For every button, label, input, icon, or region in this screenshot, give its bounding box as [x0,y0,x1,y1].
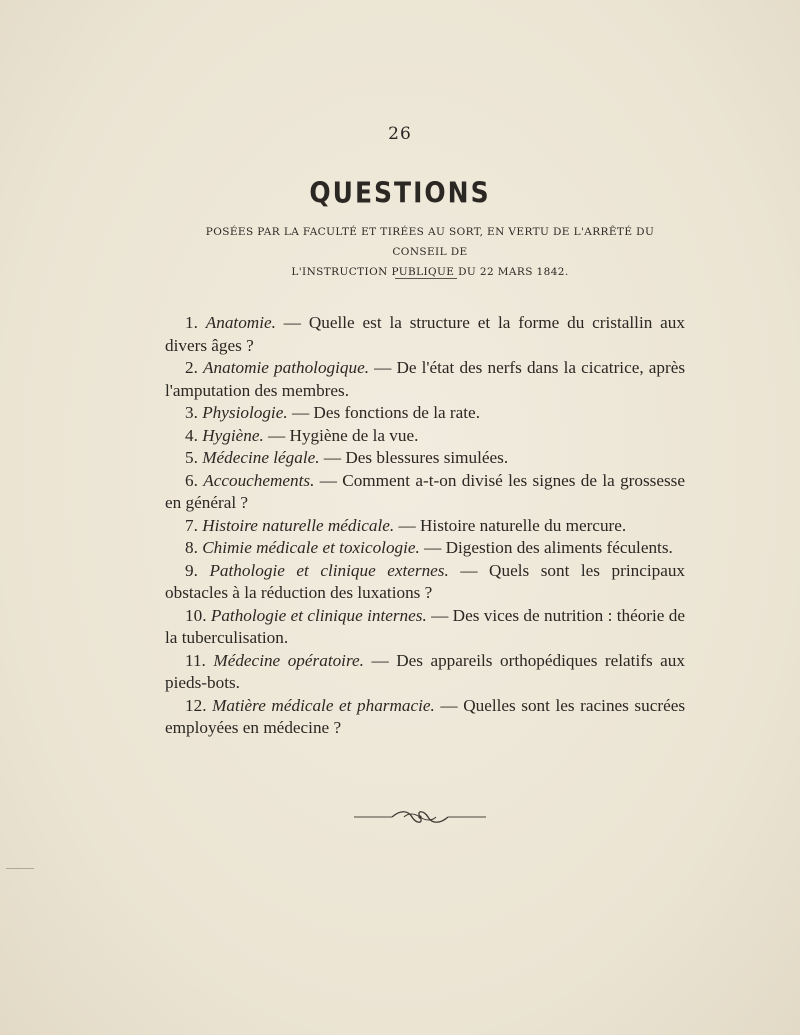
question-number: 5. [185,448,198,467]
ornament-divider [352,808,488,826]
question-number: 11. [185,650,206,670]
question-number: 10. [185,605,207,625]
question-item [165,312,685,357]
question-number: 3. [185,403,198,422]
question-item [165,470,685,515]
question-number: 9. [185,560,198,580]
question-subject: Médecine légale. [202,448,320,467]
question-text: — Des appareils orthopédiques relatifs aux pieds-bots. [165,650,685,692]
question-text: — Quels sont les principaux obstacles à la réduction des luxations ? [165,560,686,602]
question-subject: Pathologie et clinique externes. [209,560,449,580]
question-item [165,402,685,425]
page-subtitle [180,222,680,282]
question-item [165,425,685,448]
question-item [165,537,685,560]
question-text: — Histoire naturelle du mercure. [394,515,627,535]
question-subject: Anatomie. [205,313,276,332]
question-item [165,447,685,470]
question-text: — Digestion des aliments féculents. [419,538,673,557]
question-number: 12. [185,695,207,715]
subtitle-line-2: L'INSTRUCTION PUBLIQUE DU 22 MARS 1842. [291,266,569,278]
question-item [165,605,685,650]
question-text: — Hygiène de la vue. [263,425,419,445]
question-text: — Comment a-t-on divisé les signes de la grossesse en général ? [165,470,686,512]
question-item [165,560,685,605]
question-text: — Quelle est la structure et la forme du cristallin aux divers âges ? [165,313,685,355]
page-title: QUESTIONS [309,175,491,210]
question-item [165,695,685,740]
question-subject: Matière médicale et pharmacie. [212,695,435,715]
question-subject: Hygiène. [202,425,264,445]
question-text: — Des blessures simulées. [319,448,509,467]
page-number: 26 [388,124,412,144]
question-item [165,515,685,538]
question-subject: Pathologie et clinique internes. [210,605,427,625]
separator-rule [395,278,457,279]
question-number: 6. [185,470,198,490]
question-item [165,650,685,695]
question-text: — Des fonctions de la rate. [287,403,480,422]
question-text: — Des vices de nutrition : théorie de la tuberculisation. [165,605,685,647]
question-number: 7. [185,515,198,535]
question-subject: Anatomie pathologique. [203,358,370,377]
questions-list [165,312,685,740]
question-number: 1. [185,313,198,332]
question-subject: Histoire naturelle médicale. [202,515,395,535]
question-number: 4. [185,425,198,445]
question-text: — Quelles sont les racines sucrées employées en médecine ? [165,695,686,737]
question-number: 8. [185,538,198,557]
page-edge-mark [6,868,34,869]
question-subject: Accouchements. [203,470,315,490]
question-subject: Physiologie. [202,403,288,422]
question-number: 2. [185,358,198,377]
question-subject: Chimie médicale et toxicologie. [202,538,420,557]
subtitle-line-1: POSÉES PAR LA FACULTÉ ET TIRÉES AU SORT, EN VERTU DE L'ARRÊTÉ DU CONSEIL DE [205,226,655,258]
question-subject: Médecine opératoire. [213,650,364,670]
question-text: — De l'état des nerfs dans la cicatrice, après l'amputation des membres. [165,358,686,400]
question-item [165,357,685,402]
